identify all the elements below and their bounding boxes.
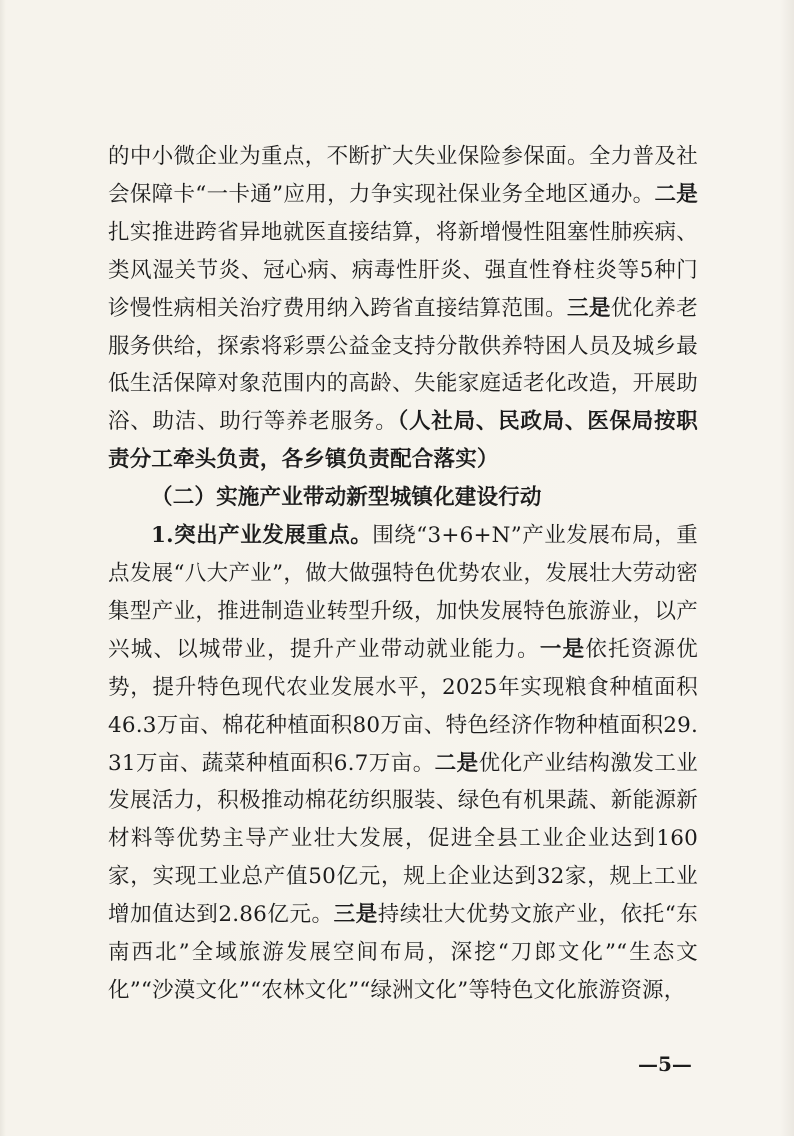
text-run: 围绕“3+6+N”产业发展布局，重点发展“八大产业”，做大做强特色优势农业，发展壮大劳动密集型产业，推进制造业转型升级，加快发展特色旅游业，以产兴城、以城带业，提升产业带动就业能力。 — [108, 523, 698, 662]
page-number: —5— — [638, 1052, 692, 1076]
item-title: 1.突出产业发展重点。 — [151, 523, 373, 549]
text-run: 持续壮大优势文旅产业，依托“东南西北”全域旅游发展空间布局，深挖“刀郎文化”“生态文化”“沙漠文化”“农林文化”“绿洲文化”等特色文化旅游资源， — [108, 902, 698, 1003]
text-run: 的中小微企业为重点，不断扩大失业保险参保面。全力普及社会保障卡“一卡通”应用，力争实现社保业务全地区通办。 — [108, 144, 698, 207]
bold-run: 一是 — [539, 636, 586, 662]
text-run: 扎实推进跨省异地就医直接结算，将新增慢性阻塞性肺疾病、类风湿关节炎、冠心病、病毒性肝炎、强直性脊柱炎等5种门诊慢性病相关治疗费用纳入跨省直接结算范围。 — [108, 219, 698, 321]
text-run: 优化养老服务供给，探索将彩票公益金支持分散供养特困人员及城乡最低生活保障对象范围内的高龄、失能家庭适老化改造，开展助浴、助洁、助行等养老服务。 — [108, 295, 698, 435]
bold-run: 三是 — [567, 295, 611, 321]
responsibility-note: （人社局、民政局、医保局按职责分工牵头负责，各乡镇负责配合落实） — [108, 409, 698, 473]
bold-run: 二是 — [434, 750, 479, 776]
section-heading: （二）实施产业带动新型城镇化建设行动 — [151, 485, 542, 511]
text-run: 依托资源优势，提升特色现代农业发展水平，2025年实现粮食种植面积46.3万亩、棉花种植面积80万亩、特色经济作物种植面积29.31万亩、蔬菜种植面积6.7万亩。 — [108, 636, 698, 776]
bold-run: 二是 — [654, 181, 698, 207]
paragraph-industry-development — [108, 517, 698, 1010]
bold-run: 三是 — [333, 902, 378, 928]
document-body — [108, 138, 698, 1010]
text-run: 优化产业结构激发工业发展活力，积极推动棉花纺织服装、绿色有机果蔬、新能源新材料等优势主导产业壮大发展，促进全县工业企业达到160家，实现工业总产值50亿元，规上企业达到32家，规上工业增加值达到2.86亿元。 — [108, 750, 698, 928]
paragraph-social-security — [108, 138, 698, 479]
